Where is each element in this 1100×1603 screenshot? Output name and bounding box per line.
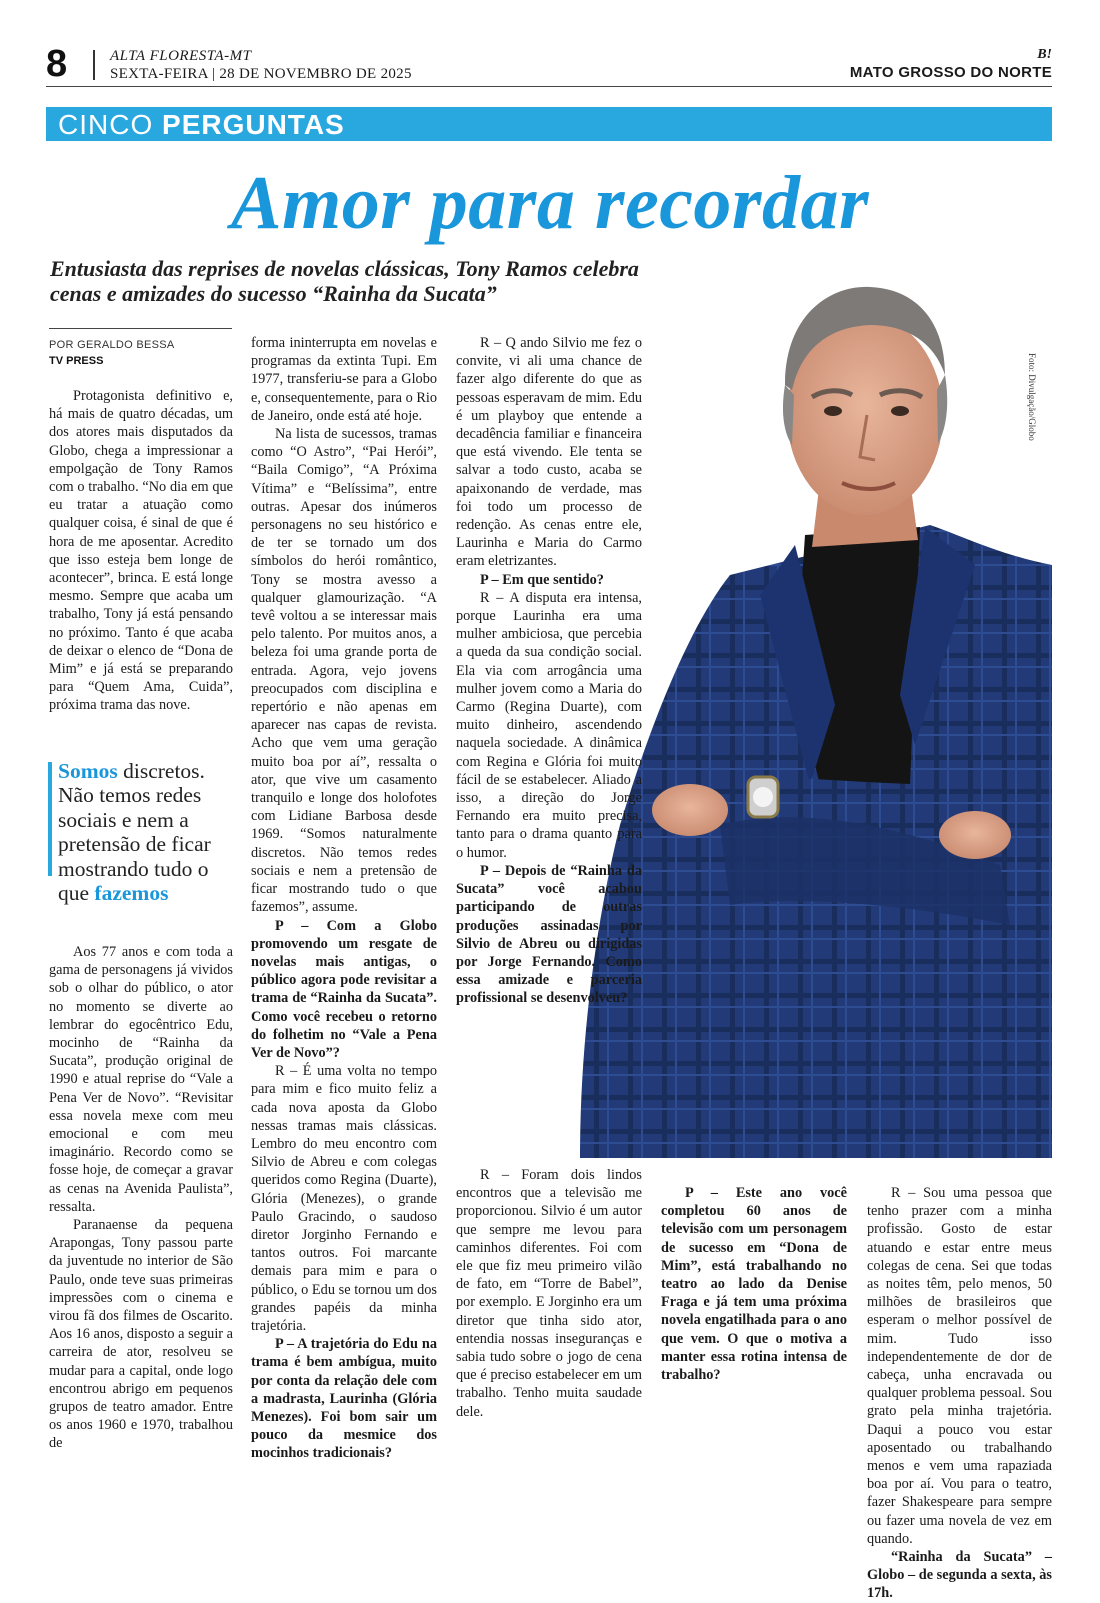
question: P – A trajetória do Edu na trama é bem ambígua, muito por conta da relação dele com a madrasta, Laurinha (Glória Menezes). Foi bom sair um pouco da mesmice dos mocinhos tradicionais? xyxy=(251,1336,437,1462)
article-column-5 xyxy=(867,1184,1052,1603)
article-column-2 xyxy=(251,334,437,1463)
question: P – Com a Globo promovendo um resgate de novelas mais antigas, o público agora pode revisitar a trama de “Rainha da Sucata”. Como você recebeu o retorno do folhetim no “Vale a Pena Ver de Novo”? xyxy=(251,917,437,1061)
pull-quote-end: fazemos xyxy=(94,881,169,906)
paragraph: Aos 77 anos e com toda a gama de personagens já vividos sob o olhar do público, o ator no momento se diverte ao lembrar do egocêntrico Edu, mocinho de “Rainha da Sucata”, produção original de 1990 e atual reprise do “Vale a Pena Ver de Novo”. “Revisitar essa novela mexe com meu emocional e com meu imaginário. Recordo como se fosse hoje, de começar a gravar as cenas na Avenida Paulista”, ressalta. xyxy=(49,944,233,1215)
answer: R – A disputa era intensa, porque Laurinha era uma mulher ambiciosa, que percebia a queda da sua condição social. Ela via com arrogância uma mulher jovem como a Maria do Carmo (Regina Duarte), com muito dinheiro, ascendendo naquela sociedade. A dinâmica com Regina e Glória foi muito fácil de se estabelecer. Aliado a isso, a direção do Jorge Fernando era muito precisa, tanto para o drama quanto para o humor. xyxy=(456,589,642,861)
photo-credit: Foto: Divulgação/Globo xyxy=(1027,353,1037,441)
question: P – Depois de “Rainha da Sucata” você acabou participando de outras produções assinadas por Silvio de Abreu ou dirigidas por Jorge Fernando. Como essa amizade e parceria profissional se desenvolveu? xyxy=(456,862,642,1007)
byline: POR GERALDO BESSA xyxy=(49,339,175,351)
byline-rule xyxy=(49,328,232,329)
header-brand-logo: B! xyxy=(1037,47,1052,62)
header-rule xyxy=(46,86,1052,87)
question: P – Em que sentido? xyxy=(480,571,604,588)
answer: R – Q ando Silvio me fez o convite, vi ali uma chance de fazer algo diferente do que as pessoas esperavam de mim. Edu é um playboy que entende a decadência familiar e financeira que está vivendo. Ele tenta se salvar a todo custo, acaba se apaixonando de verdade, mas foi todo um processo de redenção. As cenas entre ele, Laurinha e Maria do Carmo eram eletrizantes. xyxy=(456,335,642,570)
paragraph: Protagonista definitivo e, há mais de quatro décadas, um dos atores mais disputados da Globo, chega a impressionar a empolgação de Tony Ramos com o trabalho. “No dia em que eu tratar a atuação como qualquer coisa, é sinal de que é hora de me aposentar. Acredito que isso esteja bem longe de acontecer”, brinca. E está longe mesmo. Sempre que acaba um trabalho, Tony já está pensando no próximo. Tanto é que acaba de deixar o elenco de “Dona de Mim” e já está se preparando para “Quem Ama, Cuida”, próxima trama das nove. xyxy=(49,388,233,714)
agency: TV PRESS xyxy=(49,355,104,367)
article-column-1-bottom xyxy=(49,943,233,1453)
subheadline: Entusiasta das reprises de novelas clássicas, Tony Ramos celebra cenas e amizades do sucesso “Rainha da Sucata” xyxy=(50,256,639,306)
paragraph: Paranaense da pequena Arapongas, Tony passou parte da juventude no interior de São Paulo, onde teve suas primeiras impressões com o cinema e virou fã dos filmes de Oscarito. Aos 16 anos, disposto a seguir a carreira de ator, resolveu se mudar para a capital, onde logo encontrou abrigo em pequenos grupos de teatro amador. Entre os anos 1960 e 1970, trabalhou de xyxy=(49,1217,233,1452)
headline: Amor para recordar xyxy=(230,161,870,245)
article-column-3-bottom xyxy=(456,1166,642,1421)
paragraph: forma ininterrupta em novelas e programas da extinta Tupi. Em 1977, transferiu-se para a Globo e, consequentemente, para o Rio de Janeiro, onde está até hoje. xyxy=(251,335,437,424)
answer: R – Foram dois lindos encontros que a televisão me proporcionou. Silvio é um autor que sempre me levou para caminhos diferentes. Foi com ele que fiz meu primeiro vilão de fato, em “Torre de Babel”, por exemplo. E Jorginho era um diretor que tinha sido ator, entendia nossas inseguranças e sabia tudo sobre o jogo de cena que é preciso estabelecer em um trabalho. Tenho muita saudade dele. xyxy=(456,1167,642,1420)
header-date: SEXTA-FEIRA | 28 DE NOVEMBRO DE 2025 xyxy=(110,66,412,82)
header-region: MATO GROSSO DO NORTE xyxy=(849,64,1052,81)
answer: R – Sou uma pessoa que tenho prazer com a minha profissão. Gosto de estar atuando e estar entre meus colegas de cena. Sei que todas as noites têm, pelo menos, 50 milhões de brasileiros que esperam o melhor possível de mim. Tudo isso independentemente de dor de cabeça, unha encravada ou qualquer problema pessoal. Sou grato pela minha trajetória. Daqui a pouco vou estar aposentado ou trabalhando menos e vem uma rapaziada boa por aí. Vou para o teatro, fazer Shakespeare para sempre ou fazer uma novela de vez em quando. xyxy=(867,1185,1052,1547)
header-separator xyxy=(93,50,95,80)
header-city: ALTA FLORESTA-MT xyxy=(110,48,252,64)
pull-quote xyxy=(58,759,238,905)
pull-quote-lead: Somos xyxy=(58,759,118,783)
section-label-bold: PERGUNTAS xyxy=(162,109,345,140)
section-label xyxy=(58,110,345,140)
closing-note: “Rainha da Sucata” – Globo – de segunda a sexta, às 17h. xyxy=(867,1549,1052,1602)
question: P – Este ano você completou 60 anos de televisão com um personagem de sucesso em “Dona de Mim”, está trabalhando no teatro ao lado da Denise Fraga e já tem uma próxima novela engatilhada para o ano que vem. O que o motiva a manter essa rotina intensa de trabalho? xyxy=(661,1185,847,1384)
paragraph: Na lista de sucessos, tramas como “O Astro”, “Pai Herói”, “Baila Comigo”, “A Próxima Vítima” e “Belíssima”, entre outras. Apesar dos inúmeros personagens no seu histórico e de ter se tornado um dos símbolos do herói romântico, Tony se mostra avesso a qualquer glamourização. “A tevê voltou a se interessar mais pelo talento. Por muitos anos, a beleza foi uma grande porta de entrada. Agora, vejo jovens preocupados com disciplina e repertório e não apenas em aparecer nas capas de revista. Acho que vem uma geração muito boa por aí”, ressalta o ator, que vive um casamento tranquilo e longe dos holofotes com Lidiane Barbosa desde 1969. “Somos naturalmente discretos. Não temos redes sociais e nem a pretensão de ficar mostrando tudo o que fazemos”, assume. xyxy=(251,426,437,916)
answer: R – É uma volta no tempo para mim e fico muito feliz a cada nova aposta da Globo nessas tramas mais clássicas. Lembro do meu encontro com Silvio de Abreu e com colegas queridos como Regina (Duarte), Glória (Menezes), o grande Paulo Gracindo, o saudoso diretor Jorginho Fernando e tantos outros. Foi marcante demais para mim e para o público, o Edu se tornou um dos grandes papéis da minha trajetória. xyxy=(251,1063,437,1334)
article-column-4 xyxy=(661,1184,847,1384)
pull-quote-bar xyxy=(48,762,52,876)
pull-quote-text: discretos. Não temos redes sociais e nem a pretensão de ficar mostrando tudo o que xyxy=(58,759,211,906)
section-label-light: CINCO xyxy=(58,109,154,140)
page-number: 8 xyxy=(46,43,68,85)
article-column-3 xyxy=(456,334,642,1008)
article-column-1-top xyxy=(49,387,233,715)
portrait-photo xyxy=(580,265,1052,1158)
